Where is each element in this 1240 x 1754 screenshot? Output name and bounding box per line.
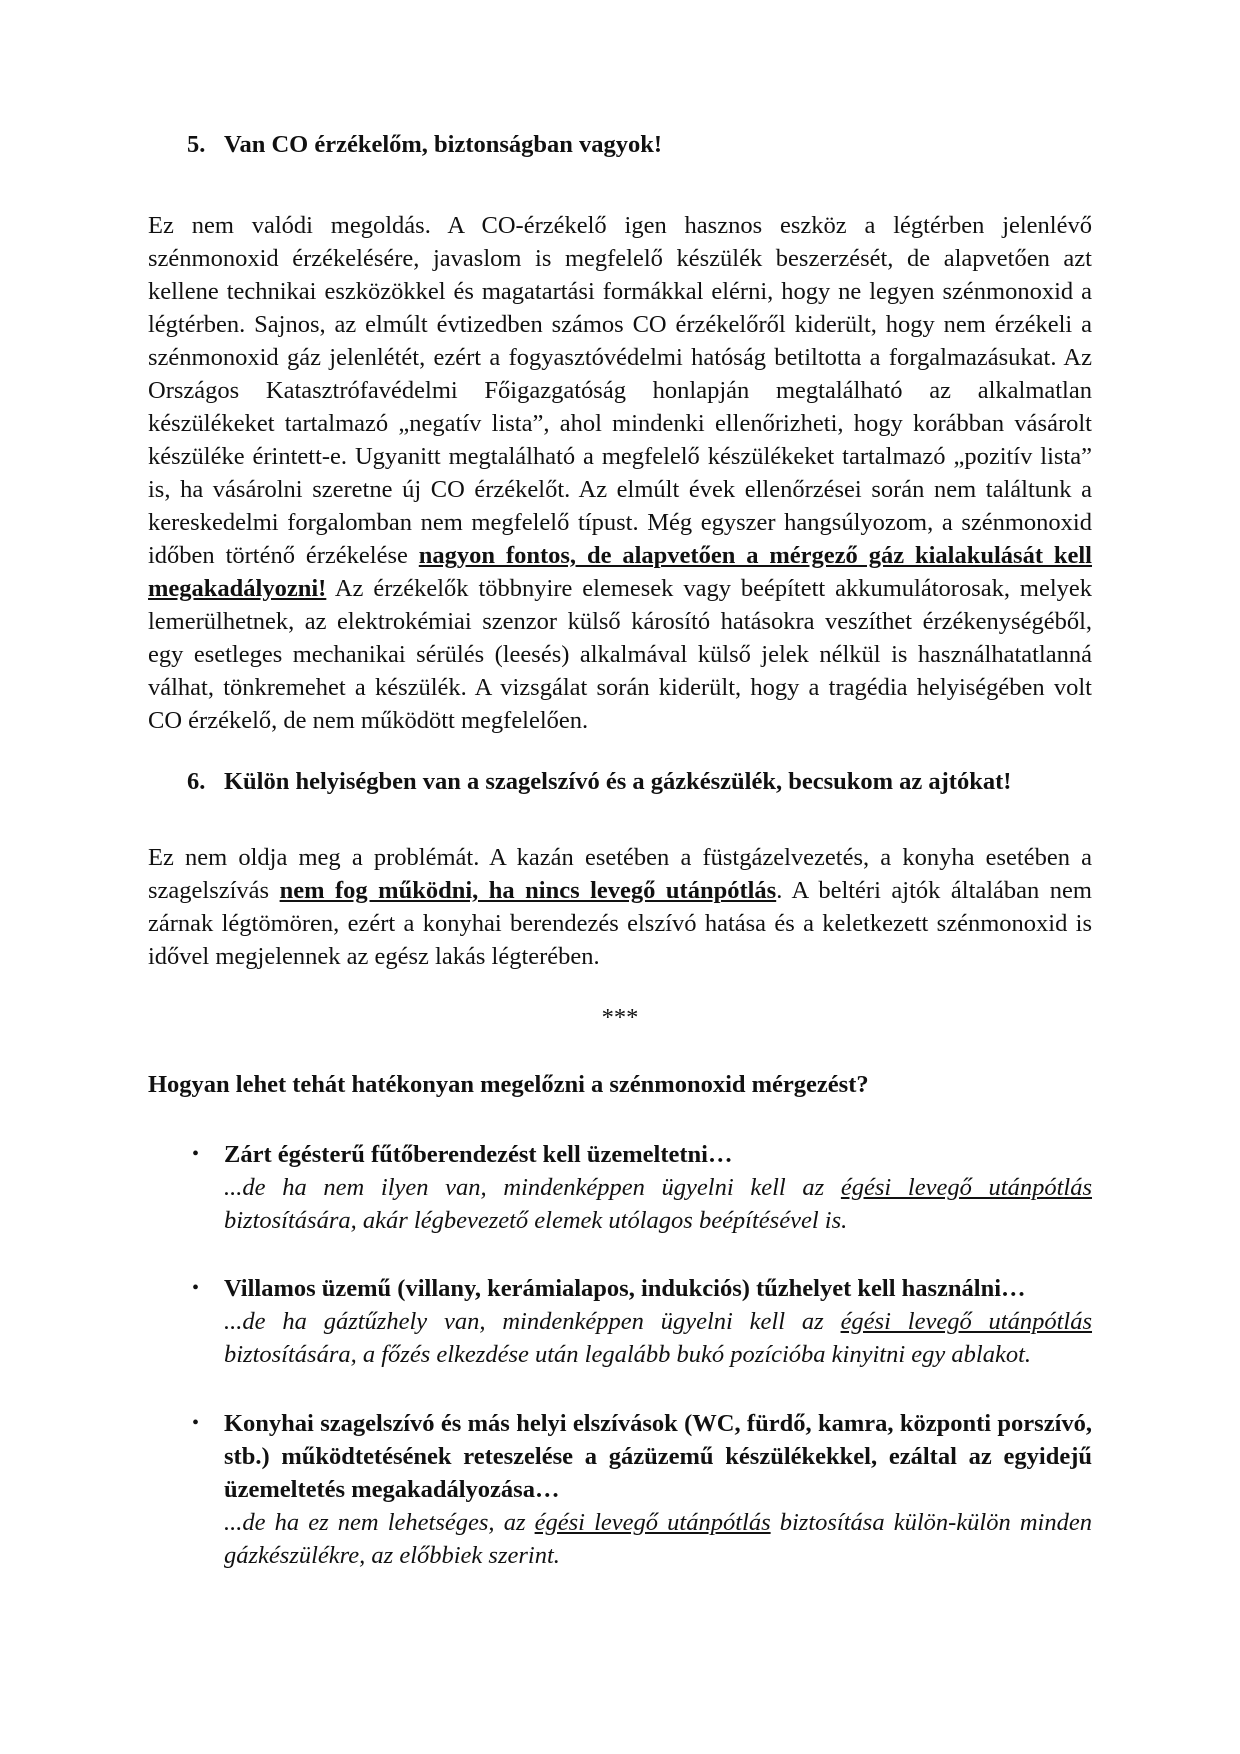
section-5-text-tail: Az érzékelők többnyire elemesek vagy beépített akkumulátorosak, melyek lemerülhetnek, az elektrokémiai szenzor külső károsító hatásokra veszíthet érzékenységéből, egy esetleges mechanikai sérülés (leesés) alkalmával külső jelek nélkül is használhatatlanná válhat, tönkremehet a készülék. A vizsgálat során kiderült, hogy a tragédia helyiségében volt CO érzékelő, de nem működött megfelelően. [148,575,1092,734]
section-5-title: Van CO érzékelőm, biztonságban vagyok! [224,131,663,158]
tip-note-text: ...de ha ez nem lehetséges, az [224,1509,535,1536]
tip-note-text-tail: biztosítására, a főzés elkezdése után legalább bukó pozícióba kinyitni egy ablakot. [224,1341,1032,1368]
tip-note-text: ...de ha gáztűzhely van, mindenképpen ügyelni kell az [224,1308,841,1335]
section-6-paragraph [148,841,1092,973]
section-5-text: Ez nem valódi megoldás. A CO-érzékelő igen hasznos eszköz a légtérben jelenlévő szénmonoxid érzékelésére, javaslom is megfelelő készülék beszerzését, de alapvetően azt kellene technikai eszközökkel és magatartási formákkal elérni, hogy ne legyen szénmonoxid a légtérben. Sajnos, az elmúlt évtizedben számos CO érzékelőről kiderült, hogy nem érzékeli a szénmonoxid gáz jelenlétét, ezért a fogyasztóvédelmi hatóság betiltotta a forgalmazásukat. Az Országos Katasztrófavédelmi Főigazgatóság honlapján megtalálható az alkalmatlan készülékeket tartalmazó „negatív lista”, ahol mindenki ellenőrizheti, hogy korábban vásárolt készüléke érintett-e. Ugyanitt megtalálható a megfelelő készülékeket tartalmazó „pozitív lista” is, ha vásárolni szeretne új CO érzékelőt. Az elmúlt évek ellenőrzései során nem találtunk a kereskedelmi forgalomban nem megfelelő típust. Még egyszer hangsúlyozom, a szénmonoxid időben történő érzékelése [148,212,1092,569]
section-6-text: Ez nem oldja meg a problémát. A kazán esetében a füstgázelvezetés, a konyha esetében a szagelszívás [148,844,1092,904]
tip-note-link: égési levegő utánpótlás [534,1509,771,1536]
tip-note [224,1171,1092,1237]
tip-note-link: égési levegő utánpótlás [840,1308,1093,1335]
section-6-number: 6. [187,768,206,795]
section-5-emphasis: nagyon fontos, de alapvetően a mérgező gáz kialakulását kell megakadályozni! [148,542,1092,602]
section-6-emphasis: nem fog működni, ha nincs levegő utánpótlás [279,877,777,904]
tip-item [224,1138,1092,1237]
bullet-icon: • [192,1143,200,1165]
tip-item [224,1272,1092,1371]
tip-item [224,1407,1092,1572]
bullet-icon: • [192,1277,200,1299]
tip-note-link: égési levegő utánpótlás [840,1174,1092,1201]
section-5-number: 5. [187,131,206,158]
section-5-paragraph [148,209,1092,737]
tip-note-text-tail: biztosítására, akár légbevezető elemek utólagos beépítésével is. [224,1207,848,1234]
section-6-text-tail: . A beltéri ajtók általában nem zárnak légtömören, ezért a konyhai berendezés elszívó hatása és a keletkezett szénmonoxid is idővel megjelennek az egész lakás légterében. [148,877,1092,970]
tip-note-text-tail: biztosítása külön-külön minden gázkészülékre, az előbbiek szerint. [224,1509,1092,1569]
tip-note-text: ...de ha nem ilyen van, mindenképpen ügyelni kell az [224,1174,841,1201]
tip-note [224,1506,1092,1572]
question-heading: Hogyan lehet tehát hatékonyan megelőzni a szénmonoxid mérgezést? [148,1071,869,1098]
section-6-title: Külön helyiségben van a szagelszívó és a gázkészülék, becsukom az ajtókat! [224,768,1012,795]
bullet-icon: • [192,1412,200,1434]
tip-title: Villamos üzemű (villany, kerámialapos, indukciós) tűzhelyet kell használni… [224,1275,1026,1302]
tip-note [224,1305,1092,1371]
tip-title: Konyhai szagelszívó és más helyi elszívások (WC, fürdő, kamra, központi porszívó, stb.) működtetésének reteszelése a gázüzemű készülékekkel, ezáltal az egyidejű üzemeltetés megakadályozása… [224,1410,1092,1503]
separator: *** [601,1004,639,1031]
tip-title: Zárt égésterű fűtőberendezést kell üzemeltetni… [224,1141,733,1168]
